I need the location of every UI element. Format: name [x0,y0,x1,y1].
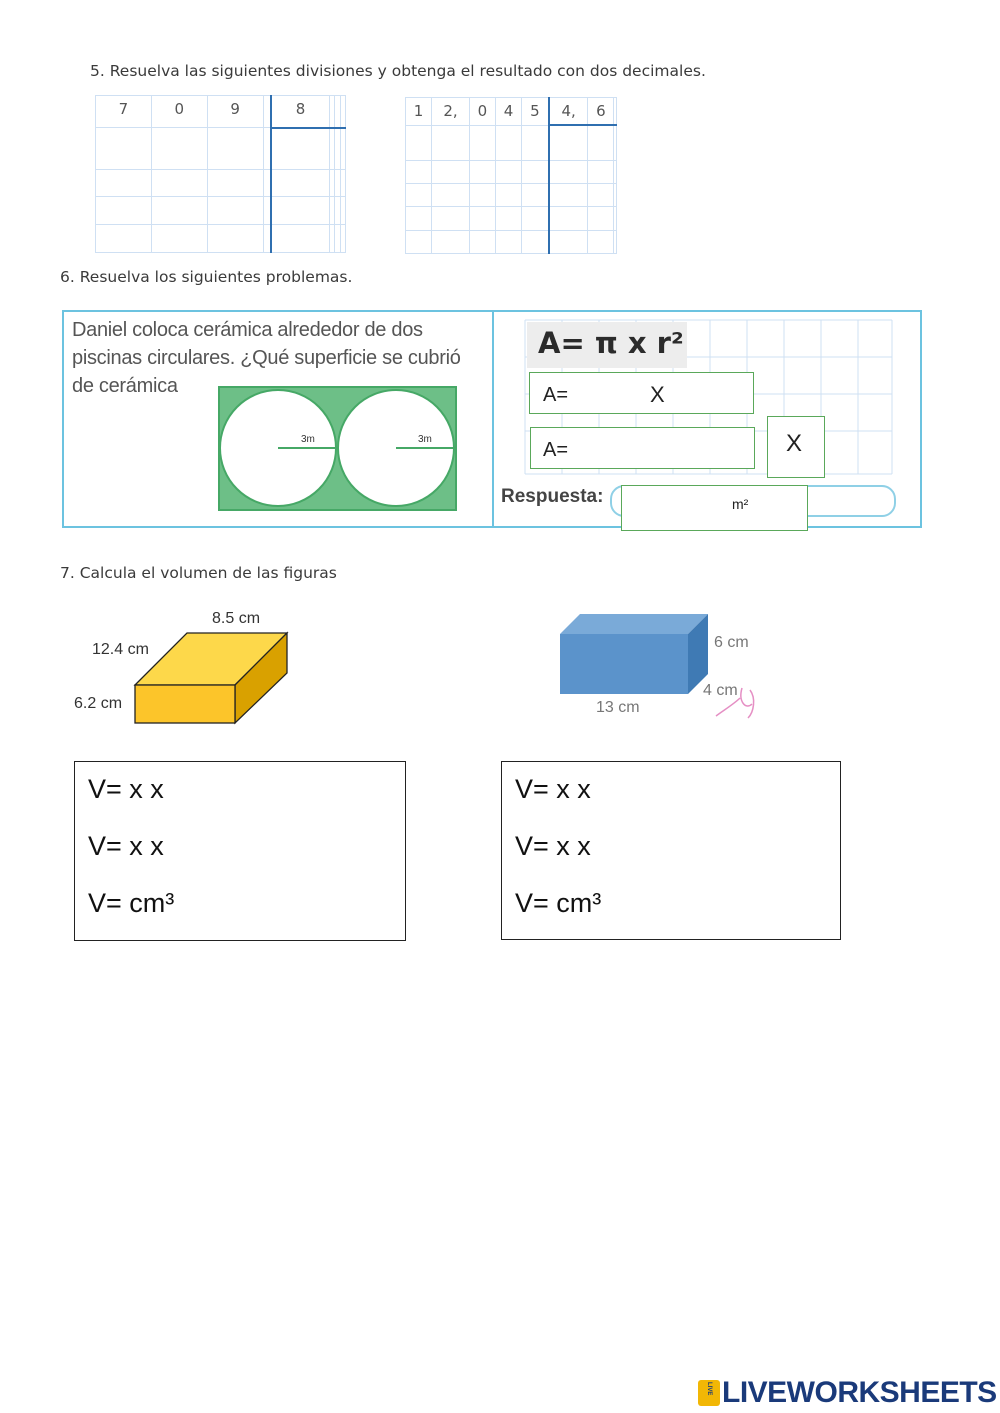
prism2-width-dim: 13 cm [596,699,640,716]
area-formula: A= π x r² [538,326,684,360]
grid-cell [340,96,345,128]
problem-line: de cerámica [72,375,178,397]
grid-cell: 1 [406,98,432,126]
multiplier-x: X [786,430,803,457]
volume-line: V= x x [515,831,591,861]
logo-badge-text: LIVE [706,1382,712,1396]
grid-cell: 9 [207,96,263,128]
grid-cell: 4, [549,98,588,126]
area-step1-multiply: X [650,382,665,407]
division-grid-2 [405,97,617,254]
problem-line: piscinas circulares. ¿Qué superficie se cubrió [72,347,461,369]
radius-label: 3m [301,434,315,445]
grid-cell: 2, [432,98,470,126]
question-6-text: 6. Resuelva los siguientes problemas. [60,268,353,286]
grid-cell: 5 [522,98,549,126]
frame-divider [492,310,494,528]
problem-line: Daniel coloca cerámica alrededor de dos [72,319,423,341]
respuesta-label: Respuesta: [501,486,604,507]
respuesta-field[interactable] [621,485,808,531]
grid-cell: 0 [469,98,495,126]
question-7-text: 7. Calcula el volumen de las figuras [60,564,337,582]
blue-prism [558,612,710,698]
grid-cell: 8 [271,96,330,128]
logo-badge [698,1380,720,1406]
unit-label: m² [732,496,749,512]
question-5-text: 5. Resuelva las siguientes divisiones y obtenga el resultado con dos decimales. [90,62,706,80]
prism1-height-dim: 6.2 cm [74,695,123,712]
volume-line: V= x x [88,774,164,804]
yellow-prism [130,628,292,728]
prism2-height-dim: 6 cm [714,634,749,651]
grid-cell [263,96,271,128]
area-step2-label: A= [543,439,569,461]
volume-line: V= x x [515,774,591,804]
area-step1-label: A= [543,384,569,406]
prism1-top-dim: 8.5 cm [212,610,261,627]
pink-scribble-icon [710,680,760,722]
prism1-depth-dim: 12.4 cm [92,641,149,658]
volume-line: V= cm³ [515,888,602,918]
grid-cell: 6 [588,98,614,126]
volume-line: V= cm³ [88,888,175,918]
grid-cell: 4 [495,98,521,126]
volume-line: V= x x [88,831,164,861]
grid-cell [614,98,617,126]
grid-cell: 7 [96,96,152,128]
prism2-depth-dim: 4 cm [703,682,738,699]
division-grid-1 [95,95,346,253]
grid-cell: 0 [151,96,207,128]
radius-label: 3m [418,434,432,445]
logo-text: LIVEWORKSHEETS [722,1376,997,1409]
pools-figure [218,386,458,512]
